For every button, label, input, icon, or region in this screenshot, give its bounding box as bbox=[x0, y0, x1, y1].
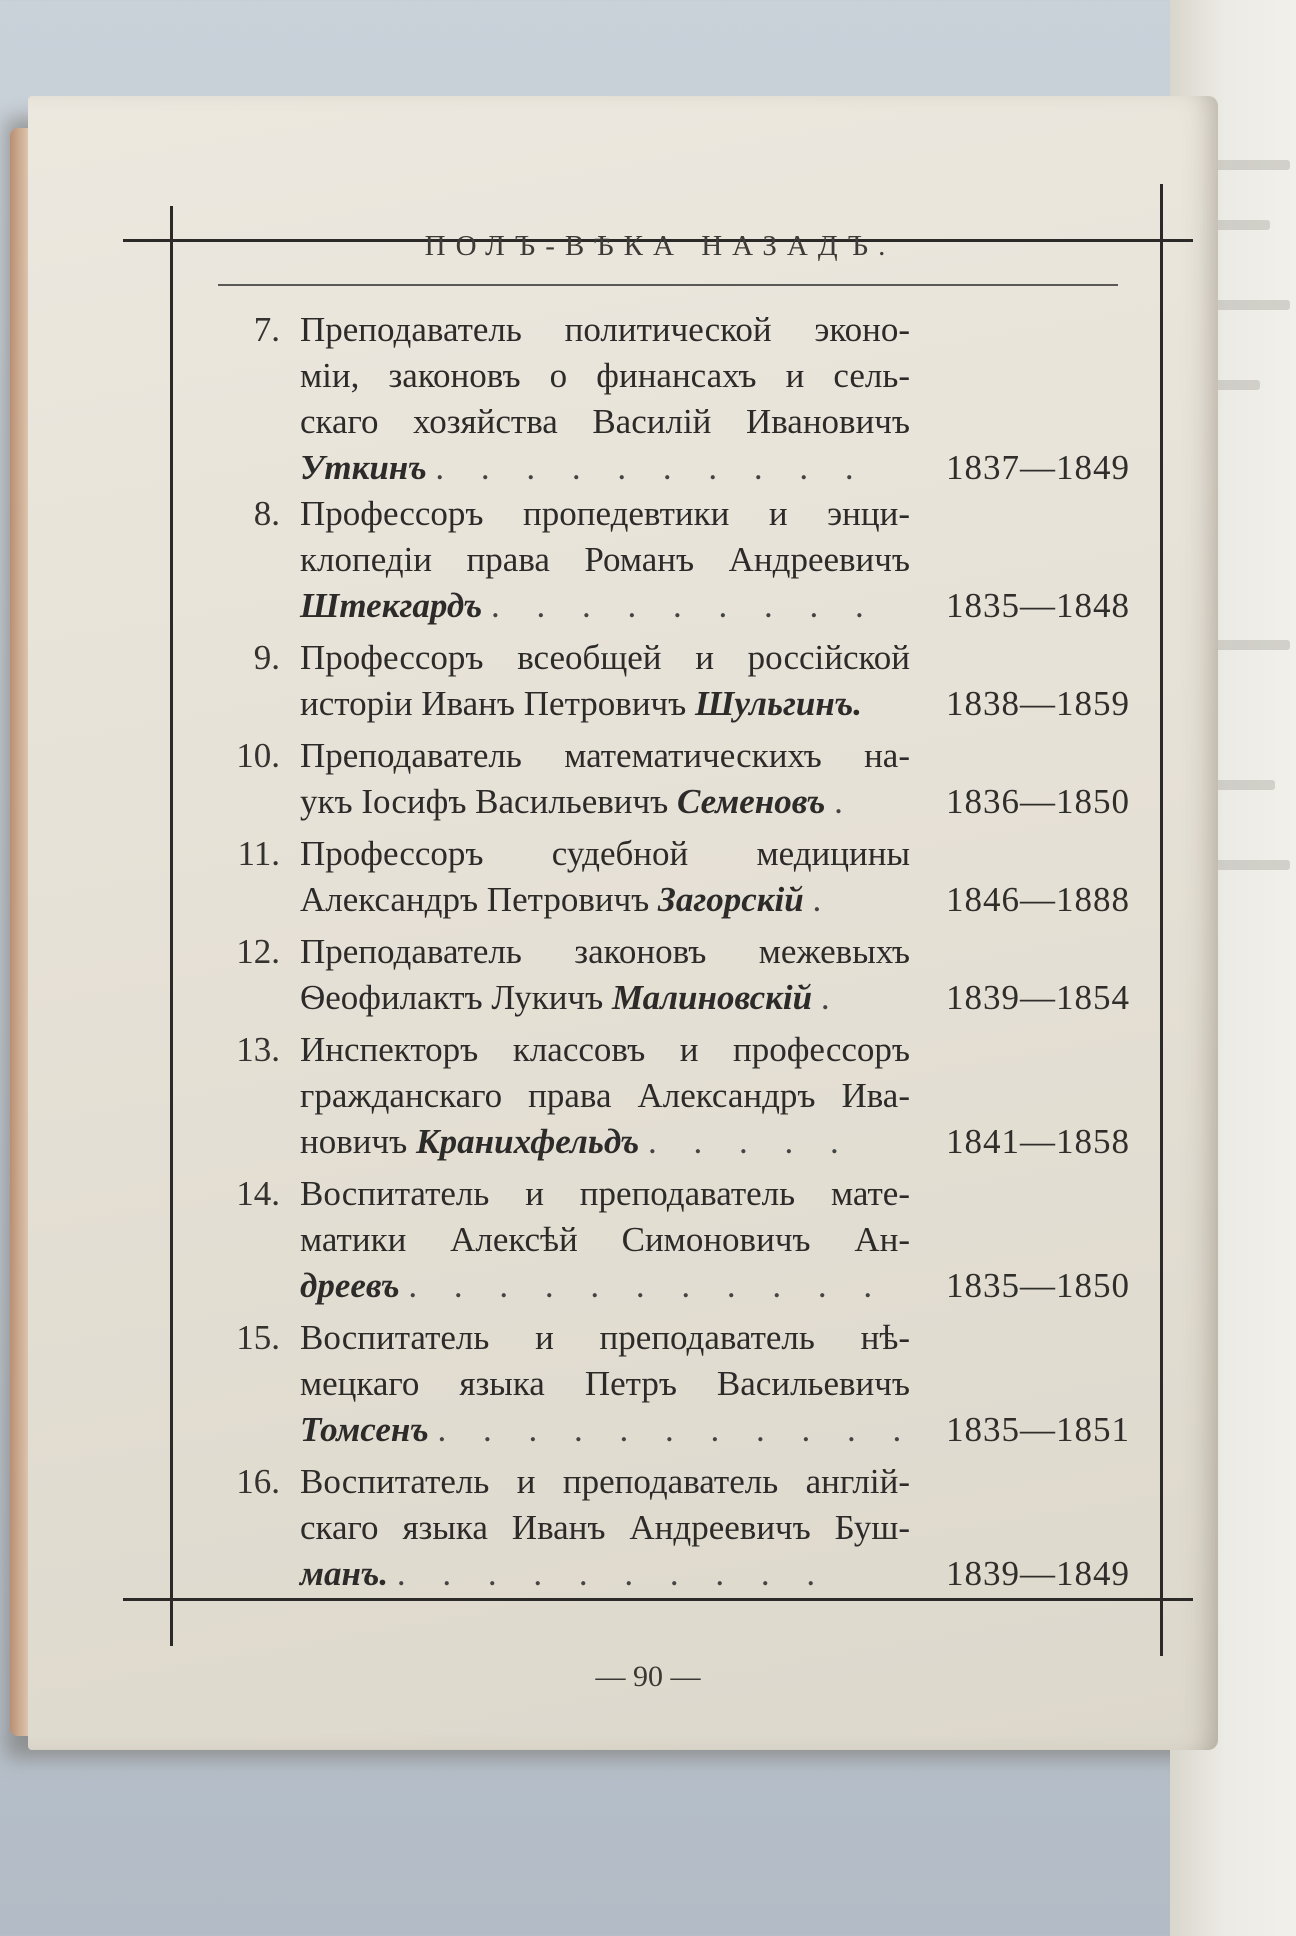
entry-last-line bbox=[300, 1266, 910, 1306]
left-rule bbox=[170, 206, 173, 1646]
entry-text-line: Профессоръ судебной медицины bbox=[300, 834, 910, 873]
entry-text-line: Воспитатель и преподаватель англій- bbox=[300, 1462, 910, 1501]
leader-dots: . bbox=[820, 978, 844, 1017]
person-name: дреевъ bbox=[300, 1266, 400, 1305]
person-name: Загорскій bbox=[658, 880, 804, 919]
entry-text-line: мецкаго языка Петръ Васильевичъ bbox=[300, 1364, 910, 1403]
person-name: манъ. bbox=[300, 1554, 389, 1593]
service-years: 1839—1854 bbox=[946, 978, 1130, 1017]
service-years: 1846—1888 bbox=[946, 880, 1130, 919]
person-name: Шульгинъ. bbox=[695, 684, 862, 723]
entry-number: 9. bbox=[253, 638, 280, 677]
entry-number: 7. bbox=[253, 310, 280, 349]
entry-text-line: матики Алексѣй Симоновичъ Ан- bbox=[300, 1220, 910, 1259]
service-years: 1835—1848 bbox=[946, 586, 1130, 625]
entry-text-line: гражданскаго права Александръ Ива- bbox=[300, 1076, 910, 1115]
person-name: Семеновъ bbox=[677, 782, 826, 821]
service-years: 1838—1859 bbox=[946, 684, 1130, 723]
entry-last-line bbox=[300, 1554, 910, 1594]
service-years: 1835—1851 bbox=[946, 1410, 1130, 1449]
service-years: 1841—1858 bbox=[946, 1122, 1130, 1161]
entry-last-line bbox=[300, 1122, 910, 1162]
leader-dots: . bbox=[812, 880, 836, 919]
entry-text-line: Инспекторъ классовъ и профессоръ bbox=[300, 1030, 910, 1069]
entry-text-prefix: Ѳеофилактъ Лукичъ bbox=[300, 978, 604, 1017]
right-rule bbox=[1160, 184, 1163, 1656]
entry-number: 8. bbox=[253, 494, 280, 533]
person-name: Кранихфельдъ bbox=[415, 1122, 640, 1161]
leader-dots: . . . . . bbox=[647, 1122, 853, 1161]
service-years: 1837—1849 bbox=[946, 448, 1130, 487]
page-number: — 90 — bbox=[595, 1660, 701, 1693]
entry-number: 13. bbox=[236, 1030, 280, 1069]
service-years: 1839—1849 bbox=[946, 1554, 1130, 1593]
service-years: 1835—1850 bbox=[946, 1266, 1130, 1305]
entry-text-prefix: новичъ bbox=[300, 1122, 408, 1161]
person-name: Малиновскій bbox=[611, 978, 813, 1017]
leader-dots: . . . . . . . . . bbox=[491, 586, 878, 625]
entry-text-line: скаго хозяйства Василій Ивановичъ bbox=[300, 402, 910, 441]
entry-text-prefix: исторіи Иванъ Петровичъ bbox=[300, 684, 687, 723]
entry-text-prefix: Александръ Петровичъ bbox=[300, 880, 650, 919]
person-name: Уткинъ bbox=[300, 448, 427, 487]
person-name: Томсенъ bbox=[300, 1410, 429, 1449]
leader-dots: . . . . . . . . . . bbox=[396, 1554, 830, 1593]
service-years: 1836—1850 bbox=[946, 782, 1130, 821]
entry-number: 15. bbox=[236, 1318, 280, 1357]
entry-last-line bbox=[300, 1410, 916, 1450]
leader-dots: . . . . . . . . . . bbox=[435, 448, 868, 487]
header-underline bbox=[218, 284, 1118, 286]
person-name: Штекгардъ bbox=[300, 586, 483, 625]
entry-text-line: Преподаватель математическихъ на- bbox=[300, 736, 910, 775]
leader-dots: . bbox=[834, 782, 857, 821]
entry-text-line: Воспитатель и преподаватель нѣ- bbox=[300, 1318, 910, 1357]
entry-text-prefix: укъ Іосифъ Васильевичъ bbox=[300, 782, 669, 821]
leader-dots: . . . . . . . . . . . bbox=[437, 1410, 916, 1449]
entry-last-line bbox=[300, 782, 910, 822]
entry-text-line: Преподаватель политической эконо- bbox=[300, 310, 910, 349]
entry-text-line: Преподаватель законовъ межевыхъ bbox=[300, 932, 910, 971]
entry-last-line bbox=[300, 880, 910, 920]
entry-text-line: міи, законовъ о финансахъ и сель- bbox=[300, 356, 910, 395]
leader-dots: . . . . . . . . . . . bbox=[408, 1266, 887, 1305]
entry-number: 10. bbox=[236, 736, 280, 775]
entry-text-line: клопедіи права Романъ Андреевичъ bbox=[300, 540, 910, 579]
entry-last-line bbox=[300, 684, 910, 724]
entry-number: 16. bbox=[236, 1462, 280, 1501]
entry-last-line bbox=[300, 448, 910, 488]
entry-text-line: Воспитатель и преподаватель мате- bbox=[300, 1174, 910, 1213]
entry-number: 14. bbox=[236, 1174, 280, 1213]
running-title: ПОЛЪ-ВѢКА НАЗАДЪ. bbox=[424, 230, 896, 262]
entry-text-line: Профессоръ всеобщей и россійской bbox=[300, 638, 910, 677]
entry-text-line: скаго языка Иванъ Андреевичъ Буш- bbox=[300, 1508, 910, 1547]
entry-number: 11. bbox=[237, 834, 280, 873]
entry-last-line bbox=[300, 586, 910, 626]
entry-number: 12. bbox=[236, 932, 280, 971]
entry-text-line: Профессоръ пропедевтики и энци- bbox=[300, 494, 910, 533]
entry-last-line bbox=[300, 978, 910, 1018]
